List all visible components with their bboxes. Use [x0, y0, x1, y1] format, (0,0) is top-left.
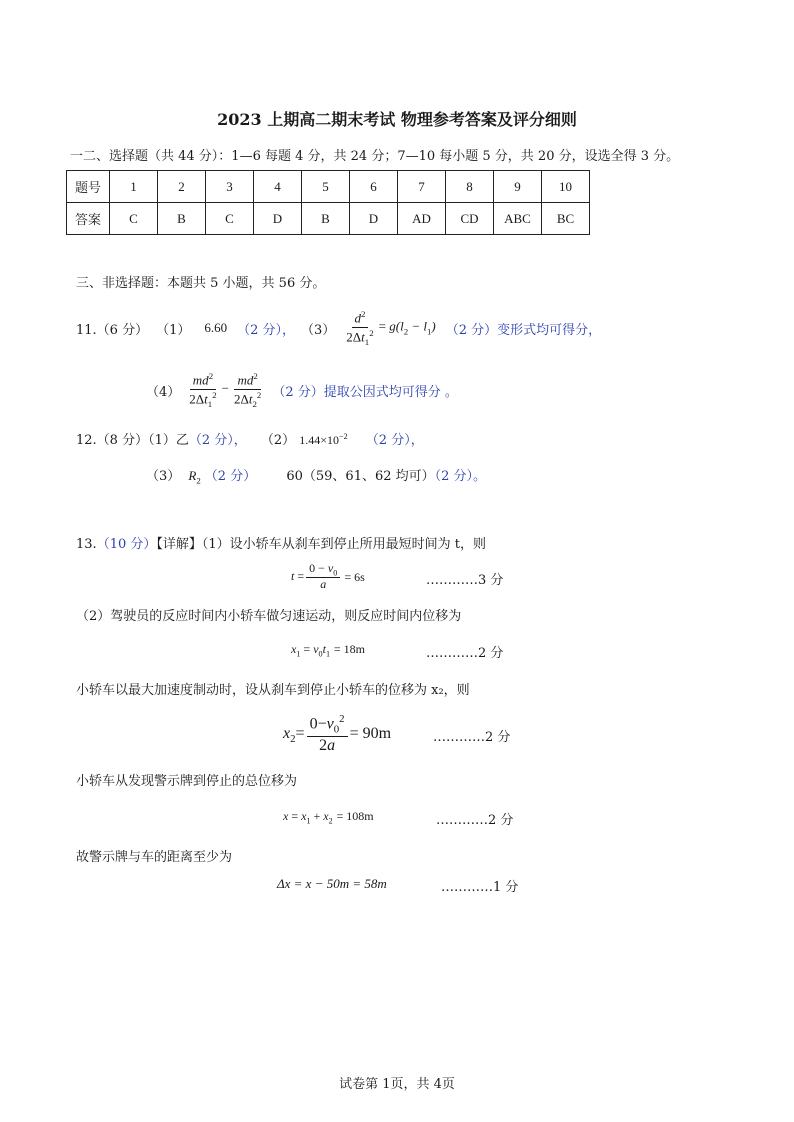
table-cell: 6 [350, 171, 398, 203]
q13-eq4-points: …………2 分 [436, 813, 514, 828]
table-cell: D [254, 203, 302, 235]
q12-p3-label: （3） [146, 469, 181, 484]
table-header-cell: 答案 [67, 203, 110, 235]
q11-line1 [76, 306, 601, 350]
q13-eq3-formula: $x_2=$ $\frac{0-v_0^2}{2a}$ [283, 713, 350, 755]
q13-score: （10 分） [96, 537, 157, 552]
q11-p4-formula: $\frac{md^2}{2\Delta t_1^2}$ − $\frac{md^2}{2\Delta t_2^2}$ [189, 371, 262, 409]
table-cell: 2 [158, 171, 206, 203]
q13-eq2 [291, 642, 365, 658]
q13-eq4 [283, 809, 374, 825]
q11-p1-label: （1） [156, 322, 191, 338]
table-cell: CD [446, 203, 494, 235]
q13-eq3 [283, 712, 391, 756]
table-cell: 8 [446, 171, 494, 203]
q12-p2-score: （2 分）， [365, 433, 424, 448]
q12-label: 12.（8 分）（1）乙 [76, 433, 189, 448]
q13-eq1-points: …………3 分 [426, 573, 504, 588]
q12-p2-value: $1.44\times 10^{-2}$ [299, 432, 348, 447]
table-cell: 1 [110, 171, 158, 203]
q11-p4-label: （4） [146, 384, 181, 400]
q11-p1-value: 6.60 [204, 320, 228, 335]
q12-p3-score: （2 分） [204, 469, 257, 484]
section3-header: 三、非选择题：本题共 5 小题，共 56 分。 [76, 276, 326, 291]
q13-eq2-points: …………2 分 [426, 646, 504, 661]
section1-header: 一二、选择题（共 44 分）：1—6 每题 4 分，共 24 分；7—10 每小题 5 分，共 20 分，设选全得 3 分。 [70, 149, 680, 164]
q12-line1 [76, 429, 424, 448]
q13-eq1 [291, 557, 365, 597]
q13-eq3-points: …………2 分 [433, 730, 511, 745]
table-row-numbers [67, 171, 590, 203]
q13-eq3-result: = 90m [349, 725, 392, 742]
table-cell: 10 [542, 171, 590, 203]
q12-p3-var: $R_2$ [188, 468, 201, 486]
q13-eq2-result: = 18m [333, 642, 365, 656]
table-cell: BC [542, 203, 590, 235]
q11-p3-label: （3） [301, 322, 336, 338]
q13-label: 13. [76, 537, 97, 552]
q13-eq1-result: = 6s [344, 569, 365, 584]
q13-eq2-formula: $x_1 = v_0t_1$ [291, 642, 331, 659]
q12-line2 [146, 465, 486, 486]
q13-eq1-formula: t = $\frac{0 - v_0}{a}$ [291, 562, 342, 593]
q12-p1-score: （2 分）， [188, 433, 247, 448]
q13-eq5-points: …………1 分 [441, 880, 519, 895]
q13-line1 [76, 533, 486, 552]
table-cell: B [158, 203, 206, 235]
table-cell: ABC [494, 203, 542, 235]
q12-p3-score2: （2 分）。 [434, 469, 487, 484]
table-cell: AD [398, 203, 446, 235]
table-header-cell: 题号 [67, 171, 110, 203]
table-cell: 5 [302, 171, 350, 203]
q13-eq4-formula: $x = x_1 + x_2$ [283, 809, 333, 826]
q13-text5: 故警示牌与车的距离至少为 [76, 850, 233, 865]
q13-text4: 小轿车从发现警示牌到停止的总位移为 [76, 774, 298, 789]
q13-eq4-result: = 108m [336, 809, 374, 823]
table-row-answers [67, 203, 590, 235]
q12-p3-value: 60（59、61、62 均可） [286, 469, 435, 484]
q13-intro: 【详解】（1）设小轿车从刹车到停止所用最短时间为 t，则 [156, 537, 487, 552]
q11-p1-score: （2 分）， [237, 322, 296, 338]
table-cell: C [110, 203, 158, 235]
table-cell: D [350, 203, 398, 235]
table-cell: 3 [206, 171, 254, 203]
q11-line2 [146, 368, 458, 412]
q11-p3-score: （2 分）变形式均可得分， [445, 322, 602, 338]
q13-part2: （2）驾驶员的反应时间内小轿车做匀速运动，则反应时间内位移为 [76, 609, 462, 624]
q13-eq5: Δx = x − 50m = 58m [277, 876, 387, 891]
answer-table [66, 170, 590, 235]
q11-label: 11.（6 分） [76, 322, 149, 338]
q11-p3-formula: $\frac{d^2}{2\Delta t_1^2}$ = $g(l_2 - l_1)$ [346, 309, 436, 347]
table-cell: C [206, 203, 254, 235]
q11-p4-score: （2 分）提取公因式均可得分 。 [272, 384, 458, 400]
page-title: 2023 上期高二期末考试 物理参考答案及评分细则 [217, 110, 577, 129]
table-cell: 7 [398, 171, 446, 203]
table-cell: B [302, 203, 350, 235]
q12-p2-label: （2） [260, 433, 296, 448]
table-cell: 4 [254, 171, 302, 203]
table-cell: 9 [494, 171, 542, 203]
page-footer: 试卷第 1页，共 4页 [339, 1077, 455, 1092]
q13-text3: 小轿车以最大加速度制动时，设从刹车到停止小轿车的位移为 x₂，则 [76, 683, 470, 698]
